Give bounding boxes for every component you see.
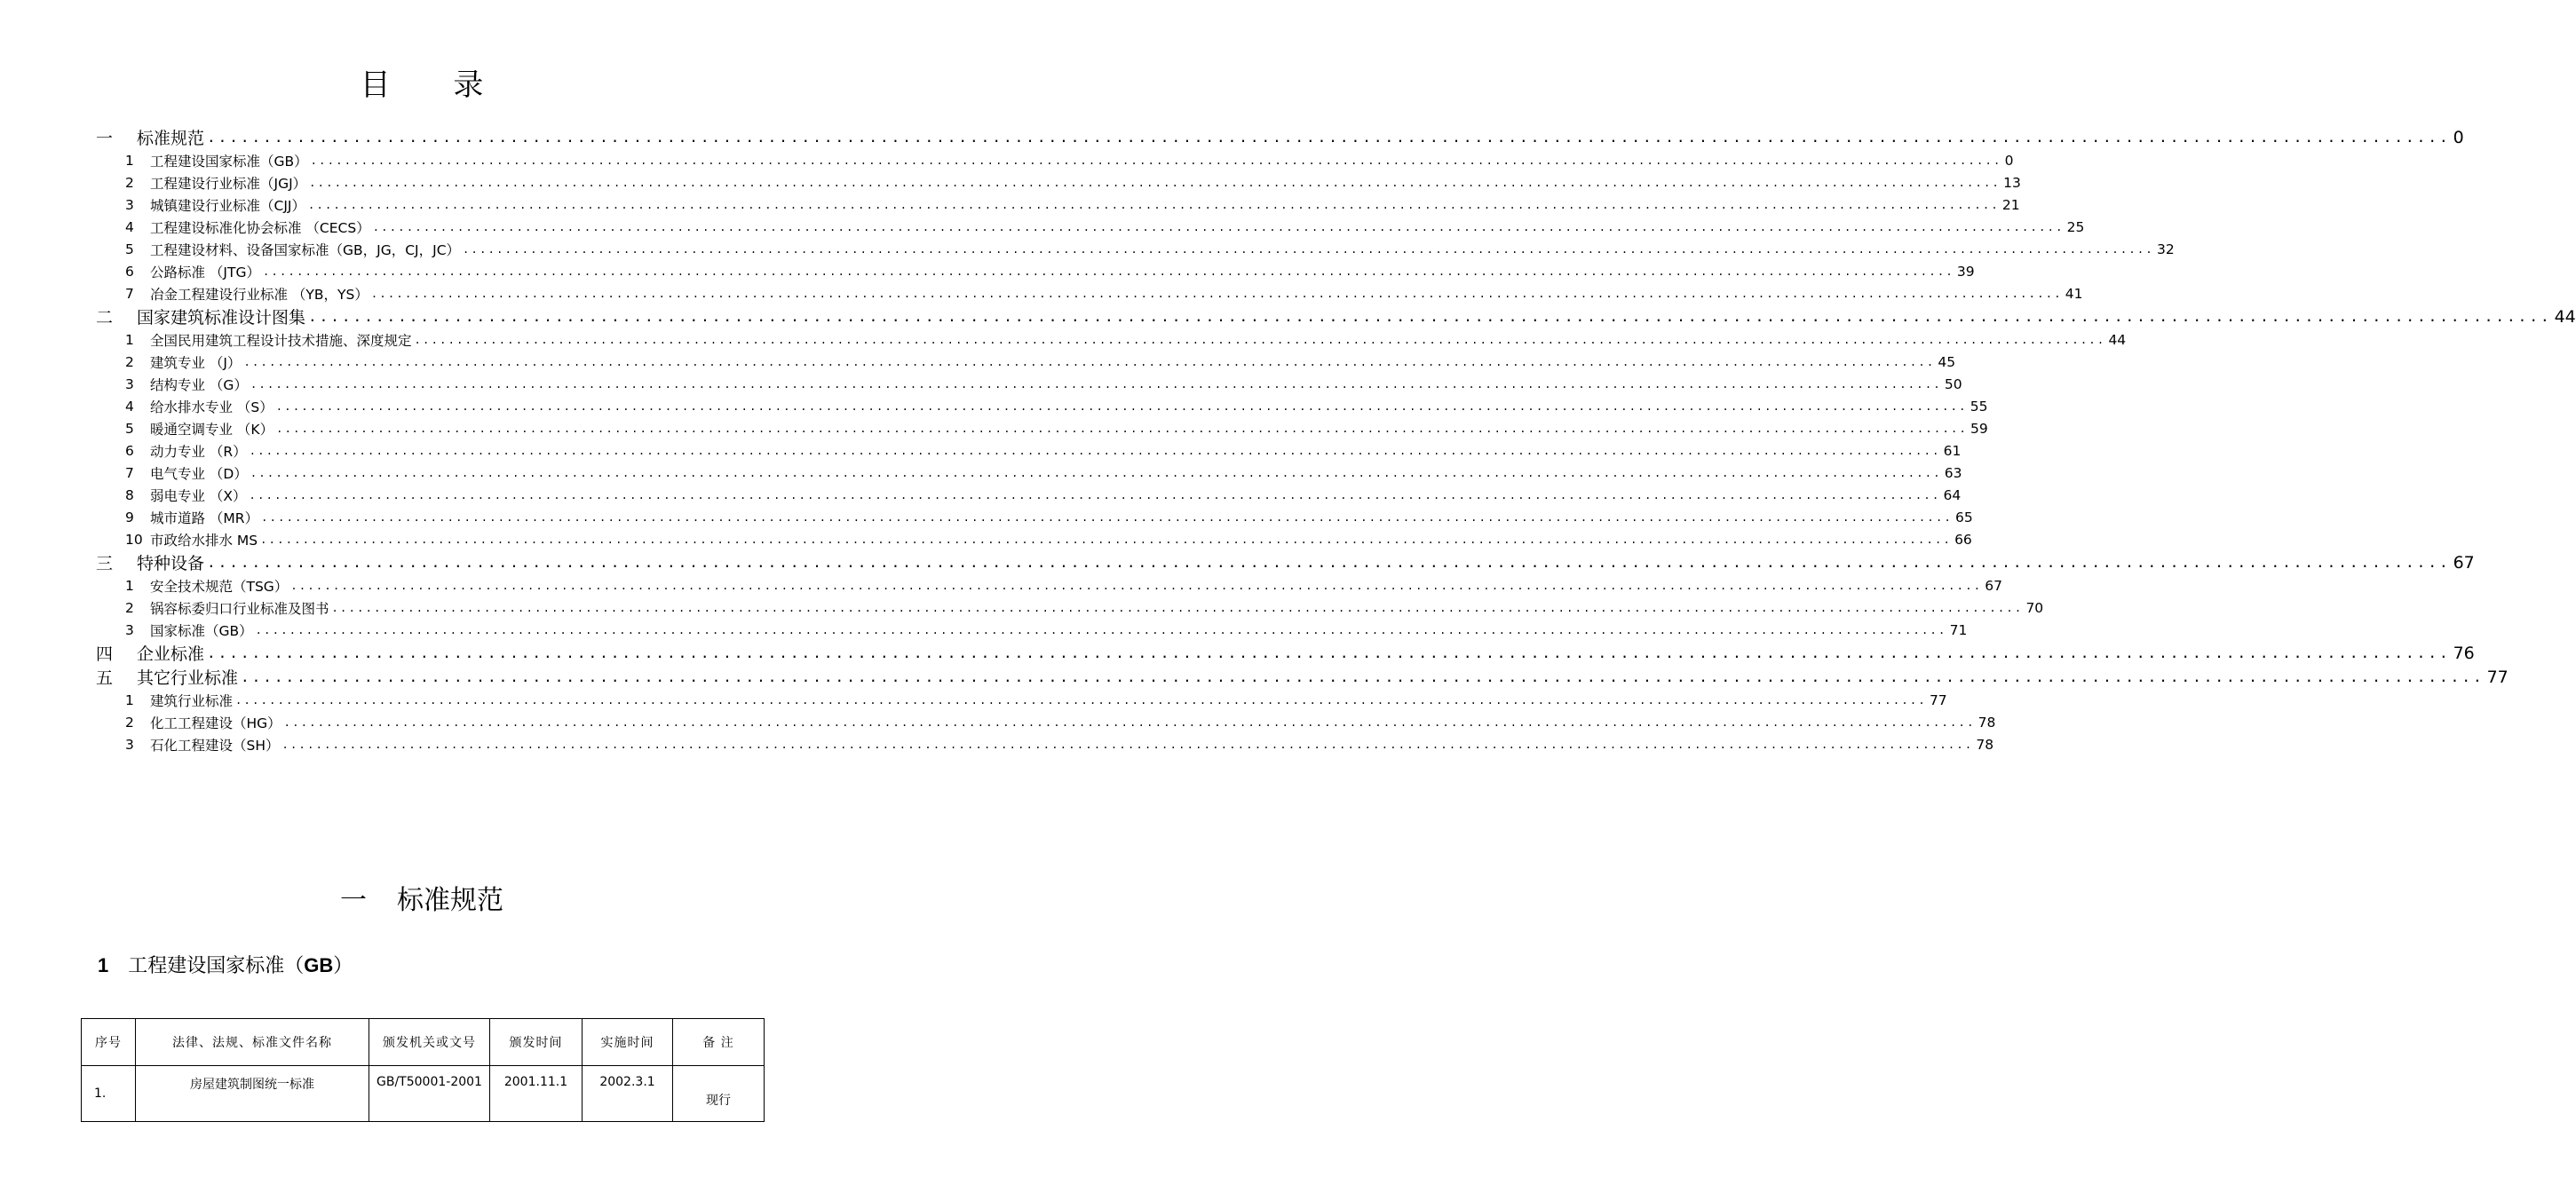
toc-entry-number: 三: [96, 554, 114, 573]
subsection-title: 工程建设国家标准（: [128, 955, 305, 977]
toc-entry-label: 工程建设国家标准（GB）: [150, 153, 308, 170]
toc-entry-number: 9: [125, 509, 134, 525]
toc-entry-page: 65: [1955, 509, 1973, 525]
toc-chapter-entry[interactable]: [96, 125, 2464, 149]
toc-entry-number: 5: [125, 241, 134, 257]
toc-entry-page: 0: [2453, 127, 2464, 147]
toc-entry-number: 3: [125, 196, 134, 213]
cell-index: 1.: [82, 1066, 136, 1122]
toc-entry-page: 21: [2001, 196, 2020, 213]
toc-dot-leader: ........................................................................................................................................................................................................: [249, 488, 1941, 502]
toc-entry-label: 城镇建设行业标准（CJJ）: [150, 197, 305, 214]
toc-entry-label: 工程建设行业标准（JGJ）: [150, 175, 307, 192]
toc-dot-leader: ........................................................................................................................................................................................................: [331, 601, 2024, 614]
toc-entry-page: 67: [2453, 552, 2475, 573]
toc-entry-label: 冶金工程建设行业标准 （YB，YS）: [150, 286, 369, 303]
toc-entry-number: 五: [96, 668, 114, 688]
toc-entry-label: 特种设备: [137, 554, 205, 573]
toc-entry-number: 3: [125, 736, 134, 753]
toc-entry-page: 39: [1956, 263, 1975, 280]
header-cell-issue-date: 颁发时间: [490, 1019, 583, 1066]
subsection-number: 1: [98, 954, 109, 976]
toc-entry-label: 工程建设标准化协会标准 （CECS）: [150, 219, 370, 236]
toc-entry-page: 13: [2003, 174, 2021, 191]
toc-entry-label: 结构专业 （G）: [150, 376, 248, 393]
toc-entry-page: 66: [1954, 531, 1972, 548]
toc-dot-leader: ........................................................................................................................................................................................................: [308, 308, 2552, 325]
cell-name: 房屋建筑制图统一标准: [136, 1066, 369, 1122]
toc-entry-number: 6: [125, 442, 134, 459]
toc-entry-number: 3: [125, 375, 134, 392]
header-cell-remark: 备 注: [673, 1019, 765, 1066]
subsection-close: ）: [333, 955, 353, 977]
toc-entry-label: 国家建筑标准设计图集: [137, 308, 306, 328]
table-of-contents: [96, 125, 2576, 755]
toc-entry-page: 0: [2004, 152, 2014, 169]
toc-dot-leader: ........................................................................................................................................................................................................: [250, 377, 1942, 391]
toc-entry-page: 44: [2554, 306, 2576, 327]
toc-section-entry[interactable]: [96, 439, 1962, 462]
toc-entry-number: 2: [125, 174, 134, 191]
toc-section-entry[interactable]: [96, 282, 2083, 304]
toc-dot-leader: ........................................................................................................................................................................................................: [309, 176, 2001, 189]
toc-dot-leader: ........................................................................................................................................................................................................: [283, 715, 1976, 729]
toc-section-entry[interactable]: [96, 373, 1962, 395]
toc-entry-page: 78: [1978, 714, 1996, 731]
toc-section-entry[interactable]: [96, 395, 1988, 417]
toc-entry-number: 2: [125, 353, 134, 370]
toc-entry-page: 50: [1944, 375, 1962, 392]
cell-authority: GB/T50001-2001: [369, 1066, 490, 1122]
toc-chapter-entry[interactable]: [96, 641, 2475, 665]
toc-entry-label: 化工工程建设（HG）: [150, 715, 281, 731]
toc-entry-label: 公路标准 （JTG）: [150, 264, 260, 280]
toc-section-entry[interactable]: [96, 733, 1994, 755]
toc-dot-leader: ........................................................................................................................................................................................................: [235, 693, 1927, 707]
toc-section-entry[interactable]: [96, 149, 2014, 171]
toc-chapter-entry[interactable]: [96, 665, 2509, 689]
cell-remark: 现行: [673, 1066, 765, 1122]
table-header-row: [82, 1019, 765, 1066]
toc-entry-page: 76: [2453, 643, 2475, 663]
toc-entry-number: 8: [125, 486, 134, 503]
header-cell-index: 序号: [82, 1019, 136, 1066]
toc-entry-number: 2: [125, 714, 134, 731]
table-row: [82, 1066, 765, 1122]
toc-entry-number: 4: [125, 398, 134, 415]
toc-section-entry[interactable]: [96, 689, 1947, 711]
toc-entry-label: 电气专业 （D）: [150, 465, 248, 482]
toc-dot-leader: ........................................................................................................................................................................................................: [250, 466, 1942, 479]
toc-dot-leader: ........................................................................................................................................................................................................: [290, 579, 1983, 592]
toc-entry-number: 3: [125, 621, 134, 638]
toc-entry-page: 59: [1970, 420, 1988, 437]
toc-section-entry[interactable]: [96, 260, 1975, 282]
toc-entry-page: 63: [1944, 464, 1962, 481]
toc-entry-number: 5: [125, 420, 134, 437]
toc-entry-number: 一: [96, 129, 114, 148]
toc-section-entry[interactable]: [96, 171, 2021, 194]
toc-section-entry[interactable]: [96, 574, 2002, 596]
toc-section-entry[interactable]: [96, 194, 2020, 216]
toc-entry-number: 二: [96, 308, 114, 328]
toc-entry-page: 71: [1949, 621, 1968, 638]
toc-dot-leader: ........................................................................................................................................................................................................: [207, 644, 2451, 661]
toc-entry-number: 4: [125, 218, 134, 235]
toc-dot-leader: ........................................................................................................................................................................................................: [370, 287, 2063, 300]
toc-dot-leader: ........................................................................................................................................................................................................: [307, 198, 2000, 211]
toc-section-entry[interactable]: [96, 528, 1972, 550]
toc-section-entry[interactable]: [96, 351, 1956, 373]
toc-entry-number: 1: [125, 331, 134, 348]
toc-entry-label: 弱电专业 （X）: [150, 487, 247, 504]
toc-entry-number: 7: [125, 285, 134, 302]
toc-dot-leader: ........................................................................................................................................................................................................: [249, 444, 1941, 457]
header-cell-name: 法律、法规、标准文件名称: [136, 1019, 369, 1066]
toc-entry-label: 其它行业标准: [137, 668, 239, 688]
toc-entry-label: 动力专业 （R）: [150, 443, 247, 460]
toc-section-entry[interactable]: [96, 462, 1962, 484]
toc-entry-label: 安全技术规范（TSG）: [150, 578, 289, 595]
toc-entry-label: 给水排水专业 （S）: [150, 399, 273, 415]
toc-entry-label: 企业标准: [137, 644, 205, 664]
toc-dot-leader: ........................................................................................................................................................................................................: [207, 129, 2451, 146]
toc-dot-leader: ........................................................................................................................................................................................................: [275, 399, 1968, 413]
toc-entry-page: 44: [2108, 331, 2127, 348]
toc-dot-leader: ........................................................................................................................................................................................................: [260, 533, 1953, 546]
toc-chapter-entry[interactable]: [96, 550, 2475, 574]
toc-section-entry[interactable]: [96, 506, 1973, 528]
toc-entry-page: 70: [2025, 599, 2044, 616]
subsection-code: GB: [304, 954, 334, 976]
toc-entry-number: 10: [125, 531, 143, 548]
toc-entry-page: 67: [1985, 577, 2002, 594]
toc-dot-leader: ........................................................................................................................................................................................................: [372, 220, 2065, 233]
header-cell-authority: 颁发机关或文号: [369, 1019, 490, 1066]
section-heading: [0, 883, 844, 919]
toc-entry-label: 标准规范: [137, 129, 205, 148]
toc-dot-leader: ........................................................................................................................................................................................................: [243, 355, 1936, 368]
toc-entry-page: 55: [1970, 398, 1988, 415]
toc-entry-page: 64: [1943, 486, 1962, 503]
toc-entry-label: 工程建设材料、设备国家标准（GB，JG，CJ，JC）: [150, 241, 461, 258]
toc-section-entry[interactable]: [96, 216, 2085, 238]
section-number: 一: [340, 885, 367, 916]
toc-section-entry[interactable]: [96, 619, 1968, 641]
toc-entry-number: 7: [125, 464, 134, 481]
toc-chapter-entry[interactable]: [96, 304, 2576, 328]
toc-title: 目 录: [360, 67, 511, 103]
toc-entry-page: 32: [2156, 241, 2175, 257]
toc-entry-label: 国家标准（GB）: [150, 622, 253, 639]
toc-entry-number: 1: [125, 152, 134, 169]
toc-entry-number: 1: [125, 691, 134, 708]
section-title-text: 标准规范: [397, 885, 503, 916]
cell-effective-date: 2002.3.1: [583, 1066, 673, 1122]
toc-entry-label: 建筑行业标准: [150, 692, 234, 709]
toc-entry-number: 6: [125, 263, 134, 280]
toc-dot-leader: ........................................................................................................................................................................................................: [261, 510, 1953, 524]
standards-table: [81, 1018, 765, 1122]
toc-section-entry[interactable]: [96, 596, 2044, 619]
toc-entry-label: 城市道路 （MR）: [150, 510, 259, 526]
subsection-heading: [98, 952, 353, 981]
toc-entry-page: 61: [1943, 442, 1962, 459]
toc-section-entry[interactable]: [96, 484, 1962, 506]
toc-entry-page: 77: [1929, 691, 1947, 708]
header-cell-effective-date: 实施时间: [583, 1019, 673, 1066]
toc-entry-label: 市政给水排水 MS: [150, 532, 258, 549]
toc-dot-leader: ........................................................................................................................................................................................................: [414, 333, 2106, 346]
toc-dot-leader: ........................................................................................................................................................................................................: [241, 668, 2485, 685]
cell-issue-date: 2001.11.1: [490, 1066, 583, 1122]
toc-entry-page: 25: [2066, 218, 2085, 235]
toc-entry-label: 石化工程建设（SH）: [150, 737, 280, 754]
toc-dot-leader: ........................................................................................................................................................................................................: [281, 738, 1974, 751]
toc-section-entry[interactable]: [96, 328, 2127, 351]
toc-section-entry[interactable]: [96, 417, 1988, 439]
toc-dot-leader: ........................................................................................................................................................................................................: [463, 242, 2154, 256]
toc-entry-label: 建筑专业 （J）: [150, 354, 242, 371]
toc-dot-leader: ........................................................................................................................................................................................................: [255, 623, 1947, 636]
toc-section-entry[interactable]: [96, 238, 2175, 260]
toc-entry-number: 四: [96, 644, 114, 664]
toc-entry-page: 45: [1938, 353, 1956, 370]
toc-entry-page: 41: [2065, 285, 2083, 302]
toc-dot-leader: ........................................................................................................................................................................................................: [276, 422, 1969, 435]
toc-dot-leader: ........................................................................................................................................................................................................: [262, 265, 1954, 278]
toc-entry-page: 77: [2486, 667, 2509, 687]
toc-entry-number: 1: [125, 577, 134, 594]
toc-dot-leader: ........................................................................................................................................................................................................: [207, 554, 2451, 571]
toc-section-entry[interactable]: [96, 711, 1996, 733]
toc-entry-label: 锅容标委归口行业标准及图书: [150, 600, 329, 617]
toc-dot-leader: ........................................................................................................................................................................................................: [310, 154, 2002, 167]
toc-entry-number: 2: [125, 599, 134, 616]
toc-entry-label: 暖通空调专业 （K）: [150, 421, 274, 438]
toc-entry-page: 78: [1976, 736, 1994, 753]
toc-entry-label: 全国民用建筑工程设计技术措施、深度规定: [150, 332, 412, 349]
